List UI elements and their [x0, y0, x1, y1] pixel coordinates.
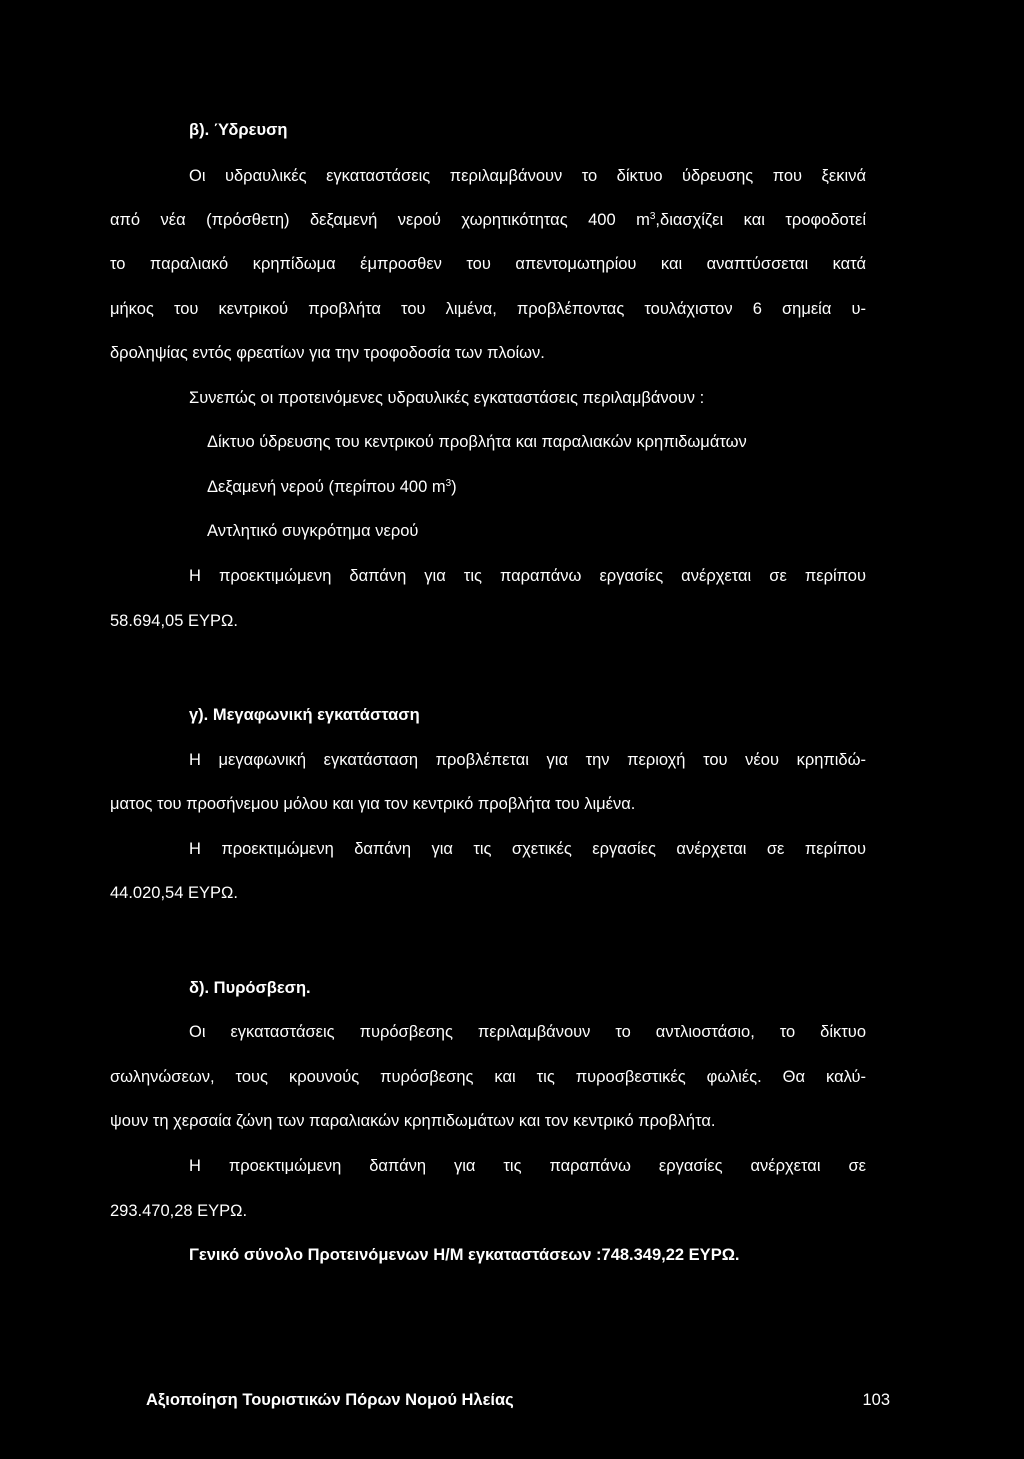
paragraph-line: ψουν τη χερσαία ζώνη των παραλιακών κρηπιδωμάτων και τον κεντρικό προβλήτα. [110, 1112, 716, 1130]
paragraph-line-text: ,διασχίζει και τροφοδοτεί [655, 211, 866, 229]
paragraph-line: Η μεγαφωνική εγκατάσταση προβλέπεται για την περιοχή του νέου κρηπιδώ- [189, 751, 866, 769]
section-heading-water-supply: β). Ύδρευση [189, 121, 288, 139]
section-heading-pa-system: γ). Μεγαφωνική εγκατάσταση [189, 706, 420, 724]
list-item [189, 477, 457, 497]
list-item-text: Δίκτυο ύδρευσης του κεντρικού προβλήτα και παραλιακών κρηπιδωμάτων [207, 433, 747, 451]
paragraph-line: Οι εγκαταστάσεις πυρόσβεσης περιλαμβάνουν το αντλιοστάσιο, το δίκτυο [189, 1023, 866, 1041]
section-heading-fire-protection: δ). Πυρόσβεση. [189, 979, 311, 997]
cost-line: Η προεκτιμώμενη δαπάνη για τις παραπάνω εργασίες ανέρχεται σε [189, 1157, 866, 1175]
page-number: 103 [862, 1391, 890, 1409]
grand-total: Γενικό σύνολο Προτεινόμενων Η/Μ εγκαταστάσεων :748.349,22 ΕΥΡΩ. [189, 1246, 740, 1264]
footer-title: Αξιοποίηση Τουριστικών Πόρων Νομού Ηλείας [146, 1391, 514, 1409]
cost-line: Η προεκτιμώμενη δαπάνη για τις σχετικές εργασίες ανέρχεται σε περίπου [189, 840, 866, 858]
paragraph-line: Οι υδραυλικές εγκαταστάσεις περιλαμβάνουν το δίκτυο ύδρευσης που ξεκινά [189, 167, 866, 185]
list-item-text: ) [451, 478, 457, 496]
list-item-text: Αντλητικό συγκρότημα νερού [207, 522, 419, 540]
paragraph-line [110, 210, 866, 230]
paragraph-line: το παραλιακό κρηπίδωμα έμπροσθεν του απεντομωτηρίου και αναπτύσσεται κατά [110, 255, 866, 273]
paragraph-line: σωληνώσεων, τους κρουνούς πυρόσβεσης και τις πυροσβεστικές φωλιές. Θα καλύ- [110, 1068, 866, 1086]
list-item [189, 521, 418, 541]
cost-line: Η προεκτιμώμενη δαπάνη για τις παραπάνω εργασίες ανέρχεται σε περίπου [189, 567, 866, 585]
paragraph-line-text: από νέα (πρόσθετη) δεξαμενή νερού χωρητικότητας 400 m [110, 211, 650, 229]
paragraph-line: ματος του προσήνεμου μόλου και για τον κεντρικό προβλήτα του λιμένα. [110, 795, 636, 813]
list-intro: Συνεπώς οι προτεινόμενες υδραυλικές εγκαταστάσεις περιλαμβάνουν : [189, 389, 705, 407]
superscript: 3 [445, 478, 452, 489]
paragraph-line: μήκος του κεντρικού προβλήτα του λιμένα, προβλέποντας τουλάχιστον 6 σημεία υ- [110, 300, 866, 318]
cost-amount: 58.694,05 ΕΥΡΩ. [110, 612, 238, 630]
superscript: 3 [649, 211, 656, 222]
paragraph-line: δροληψίας εντός φρεατίων για την τροφοδοσία των πλοίων. [110, 344, 545, 362]
list-item [189, 432, 747, 452]
cost-amount: 44.020,54 ΕΥΡΩ. [110, 884, 238, 902]
page-footer [146, 1390, 890, 1410]
list-item-text: Δεξαμενή νερού (περίπου 400 m [207, 478, 446, 496]
cost-amount: 293.470,28 ΕΥΡΩ. [110, 1202, 248, 1220]
